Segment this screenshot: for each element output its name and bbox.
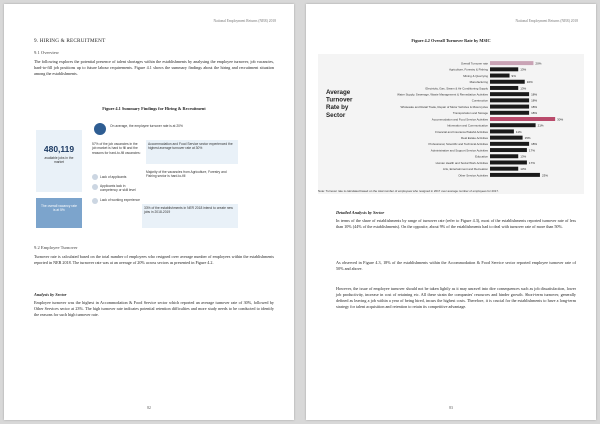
section-heading: 9. HIRING & RECRUITMENT <box>34 38 106 44</box>
value-label: 21% <box>537 123 544 128</box>
bar <box>490 117 555 121</box>
bar <box>490 123 536 127</box>
category-label: Financial and Insurance/Takaful Activities <box>435 129 488 134</box>
reason-3: Lack of working experience <box>100 198 140 202</box>
bar <box>490 154 518 158</box>
value-label: 11% <box>515 129 522 134</box>
majority-vacancies-text: Majority of the vacancies from Agriculture, Forestry and Fishing sector is hard-to-fill <box>146 170 227 179</box>
bar <box>490 173 540 177</box>
category-label: Accommodation and Food Service Activities <box>431 117 488 122</box>
category-label: Mining & Quarrying <box>463 73 488 78</box>
value-label: 16% <box>526 80 533 85</box>
bar <box>490 74 510 78</box>
subsection-heading: 9.1 Overview <box>34 50 60 55</box>
subsection-heading: 9.2 Employee Turnover <box>34 245 78 250</box>
running-header: National Employment Returns (NER) 2018 <box>515 19 578 23</box>
page-number: 82 <box>147 406 151 410</box>
applicant-icon <box>92 174 98 180</box>
category-label: Water Supply, Sewerage, Waste Management & Remediation Activities <box>397 92 488 97</box>
chart-background <box>318 54 584 194</box>
value-label: 30% <box>557 117 564 122</box>
turnover-bar-chart <box>318 54 584 184</box>
value-label: 18% <box>531 98 538 103</box>
analysis-heading: Analysis by Sector <box>34 292 67 297</box>
category-label: Real Estate Activities <box>461 135 488 140</box>
value-label: 9% <box>511 73 516 78</box>
category-label: Construction <box>471 98 488 103</box>
running-header: National Employment Returns (NER) 2018 <box>213 19 276 23</box>
vacancy-rate-card <box>36 198 82 228</box>
value-label: 23% <box>541 173 548 178</box>
value-label: 15% <box>524 135 531 140</box>
category-label: Information and Communication <box>447 123 488 128</box>
value-label: 13% <box>520 67 527 72</box>
right-page <box>306 4 596 420</box>
bar <box>490 105 529 109</box>
bar <box>490 111 529 115</box>
turnover-chart <box>318 54 584 202</box>
detailed-paragraph-3: However, the issue of employee turnover should not be taken lightly as it may unravel into dire consequences such as job dissatisfaction, lower job productivity, increase in cost of retaining etc. All these strain the companies' resources and hinder growth. Short-term turnover, generally defined as leaving a job within a year of being hired, incurs the highest costs. Therefore, it is crucial for the establishments to have a long-term strategy for talent acquisition and retention to retain its competitive advantage. <box>336 286 576 310</box>
figure-title: Figure 4.2 Overall Turnover Rate by MSIC <box>411 38 491 43</box>
summary-infographic <box>36 122 272 230</box>
avg-turnover-text: On average, the employee turnover rate is at 20% <box>110 124 183 128</box>
bar <box>490 167 518 171</box>
available-jobs-number: 480,119 <box>43 144 75 154</box>
experience-icon <box>92 198 98 204</box>
category-label: Wholesale and Retail Trade, Repair of Motor Vehicles & Motorcycles <box>400 104 488 109</box>
bar <box>490 142 529 146</box>
value-label: 18% <box>531 111 538 116</box>
value-label: 18% <box>531 104 538 109</box>
category-label: Manufacturing <box>469 80 488 85</box>
turnover-paragraph: Turnover rate is calculated based on the total number of employees who resigned over average number of employees within the establishments reported in NER 2018. The turnover rate was at an average of 20% across sectors as presented in Figure 4.2. <box>34 254 274 266</box>
value-label: 17% <box>528 160 535 165</box>
bar <box>490 129 514 133</box>
accommodation-turnover-text: Accommodation and Food Service sector experienced the highest average turnover rate at 30% <box>146 140 238 164</box>
detailed-analysis-heading: Detailed Analysis by Sector <box>336 210 385 215</box>
figure-title: Figure 4.1 Summary Findings for Hiring & Recruitment <box>102 106 206 111</box>
value-label: 18% <box>531 92 538 97</box>
bar <box>490 136 523 140</box>
infographic-left-column <box>36 122 82 230</box>
reason-1: Lack of applicants <box>100 175 127 179</box>
value-label: 13% <box>520 154 527 159</box>
value-label: 13% <box>520 86 527 91</box>
category-label: Human Health and Social Work Activities <box>435 160 488 165</box>
hard-to-fill-text: 57% of the job vacancies in the job market is hard to fill and the reasons for hard-to-fill vacancies: <box>92 142 141 155</box>
skill-icon <box>92 184 98 190</box>
value-label: 13% <box>520 167 527 172</box>
category-label: Transportation and Storage <box>452 111 488 116</box>
chart-title: Average Turnover Rate by Sector <box>326 89 353 119</box>
value-label: 17% <box>528 148 535 153</box>
category-label: Agriculture, Forestry & Fishing <box>449 67 488 72</box>
detailed-paragraph-1: In terms of the share of establishments by range of turnover rate (refer to Figure 4.3), most of the establishments reported turnover rate of less than 10% (44% of the establishments). On the opposite, about 9% of the establishments had to deal with turnover rate of more than 50%. <box>336 218 576 230</box>
page-number: 83 <box>449 406 453 410</box>
bar <box>490 80 525 84</box>
detailed-paragraph-2: As observed in Figure 4.3, 18% of the establishments within the Accommodation & Food Service sector reported employee turnover rate of 50% and above. <box>336 260 576 272</box>
category-label: Other Service Activities <box>458 173 488 178</box>
bar <box>490 92 529 96</box>
left-page <box>4 4 294 420</box>
bar <box>490 67 518 71</box>
category-label: Overall Turnover rate <box>460 61 488 66</box>
new-jobs-text: 33% of the establishments in NER 2018 intend to create new jobs in 2018-2019 <box>142 204 238 228</box>
vacancy-rate-label: The overall vacancy rate is at 5% <box>41 204 77 213</box>
available-jobs-card <box>36 130 82 192</box>
category-label: Electricity, Gas, Steam & Air Conditioning Supply <box>425 86 488 91</box>
available-jobs-label: available jobs in the market <box>44 156 74 165</box>
category-label: Administrative and Support Service Activities <box>430 148 488 153</box>
chart-note: Note: Turnover rate is calculated based on the total number of employees who resigned in 2017 over average number of employees for 2017. <box>318 189 499 193</box>
overview-paragraph: The following explores the potential presence of talent shortages within the establishments by analysing the employee turnover, job vacancies, hard-to-fill job positions up to future labour requirements. Figure 4.1 shows the summary findings about the hiring and recruitment situation among the establishments. <box>34 59 274 77</box>
reason-2: Applicants lack in competency or skill level <box>100 184 136 193</box>
category-label: Education <box>475 154 488 159</box>
bar <box>490 148 527 152</box>
people-icon <box>94 123 106 135</box>
bar <box>490 86 518 90</box>
value-label: 18% <box>531 142 538 147</box>
sector-analysis-paragraph: Employee turnover was the highest in Accommodation & Food Service sector which reported an average turnover rate of 30%, followed by Other Services sector at 23%. The high turnover rate indicates potential retention difficulties and more study needs to be conducted to identify the reasons for such high turnover rate. <box>34 300 274 318</box>
bar <box>490 160 527 164</box>
category-label: Arts, Entertainment and Recreation <box>442 167 488 172</box>
bar <box>490 98 529 102</box>
category-label: Professional, Scientific and Technical Activities <box>428 142 488 147</box>
bar <box>490 61 533 65</box>
value-label: 20% <box>535 61 542 66</box>
